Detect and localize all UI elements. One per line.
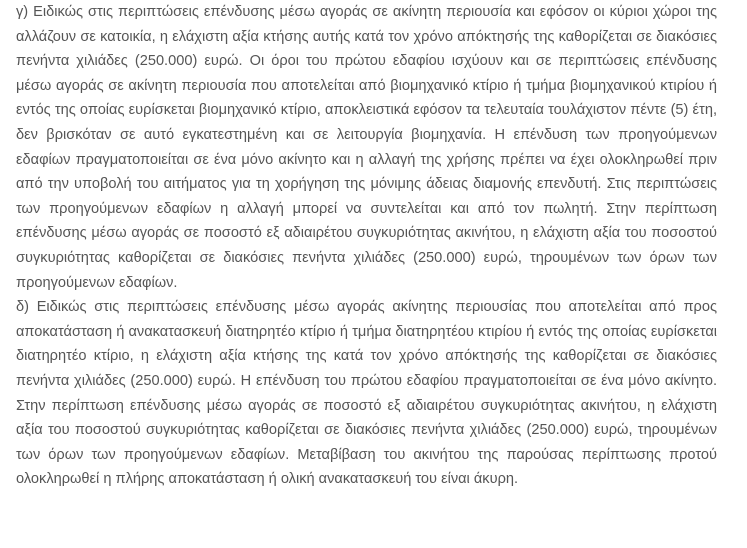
paragraph-gamma: γ) Ειδικώς στις περιπτώσεις επένδυσης μέσω αγοράς σε ακίνητη περιουσία και εφόσον οι κύριοι χώροι της αλλάζουν σε κατοικία, η ελάχιστη αξία κτήσης αυτής κατά τον χρόνο απόκτησής της καθορίζεται σε διακόσιες πενήντα χιλιάδες (250.000) ευρώ. Οι όροι του πρώτου εδαφίου ισχύουν και σε περιπτώσεις επένδυσης μέσω αγοράς σε ακίνητη περιουσία που αποτελείται από βιομηχανικό κτίριο ή τμήμα βιομηχανικού κτιρίου ή εντός της οποίας ευρίσκεται βιομηχανικό κτίριο, αποκλειστικά εφόσον τα τελευταία τουλάχιστον πέντε (5) έτη, δεν βρισκόταν σε αυτό εγκατεστημένη και σε λειτουργία βιομηχανία. Η επένδυση των προηγούμενων εδαφίων πραγματοποιείται σε ένα μόνο ακίνητο και η αλλαγή της χρήσης πρέπει να έχει ολοκληρωθεί πριν από την υποβολή του αιτήματος για τη χορήγηση της μόνιμης άδειας διαμονής επενδυτή. Στις περιπτώσεις των προηγούμενων εδαφίων η αλλαγή μπορεί να συντελείται και από τον πωλητή. Στην περίπτωση επένδυσης μέσω αγοράς σε ποσοστό εξ αδιαιρέτου συγκυριότητας ακινήτου, η ελάχιστη αξία του ποσοστού συγκυριότητας καθορίζεται σε διακόσιες πενήντα χιλιάδες (250.000) ευρώ, τηρουμένων των όρων των προηγούμενων εδαφίων. [16,4,717,291]
paragraph-delta: δ) Ειδικώς στις περιπτώσεις επένδυσης μέσω αγοράς ακίνητης περιουσίας που αποτελείται από προς αποκατάσταση ή ανακατασκευή διατηρητέο κτίριο ή τμήμα διατηρητέου κτιρίου ή εντός της οποίας ευρίσκεται διατηρητέο κτίριο, η ελάχιστη αξία κτήσης της κατά τον χρόνο απόκτησής της καθορίζεται σε διακόσιες πενήντα χιλιάδες (250.000) ευρώ. Η επένδυση του πρώτου εδαφίου πραγματοποιείται σε ένα μόνο ακίνητο. Στην περίπτωση επένδυσης μέσω αγοράς σε ποσοστό εξ αδιαιρέτου συγκυριότητας ακινήτου, η ελάχιστη αξία του ποσοστού συγκυριότητας καθορίζεται σε διακόσιες πενήντα χιλιάδες (250.000) ευρώ, τηρουμένων των όρων των προηγούμενων εδαφίων. Μεταβίβαση του ακινήτου της παρούσας περίπτωσης προτού ολοκληρωθεί η πλήρης αποκατάσταση ή ολική ανακατασκευή του είναι άκυρη. [16,299,717,488]
document-body [16,0,717,492]
